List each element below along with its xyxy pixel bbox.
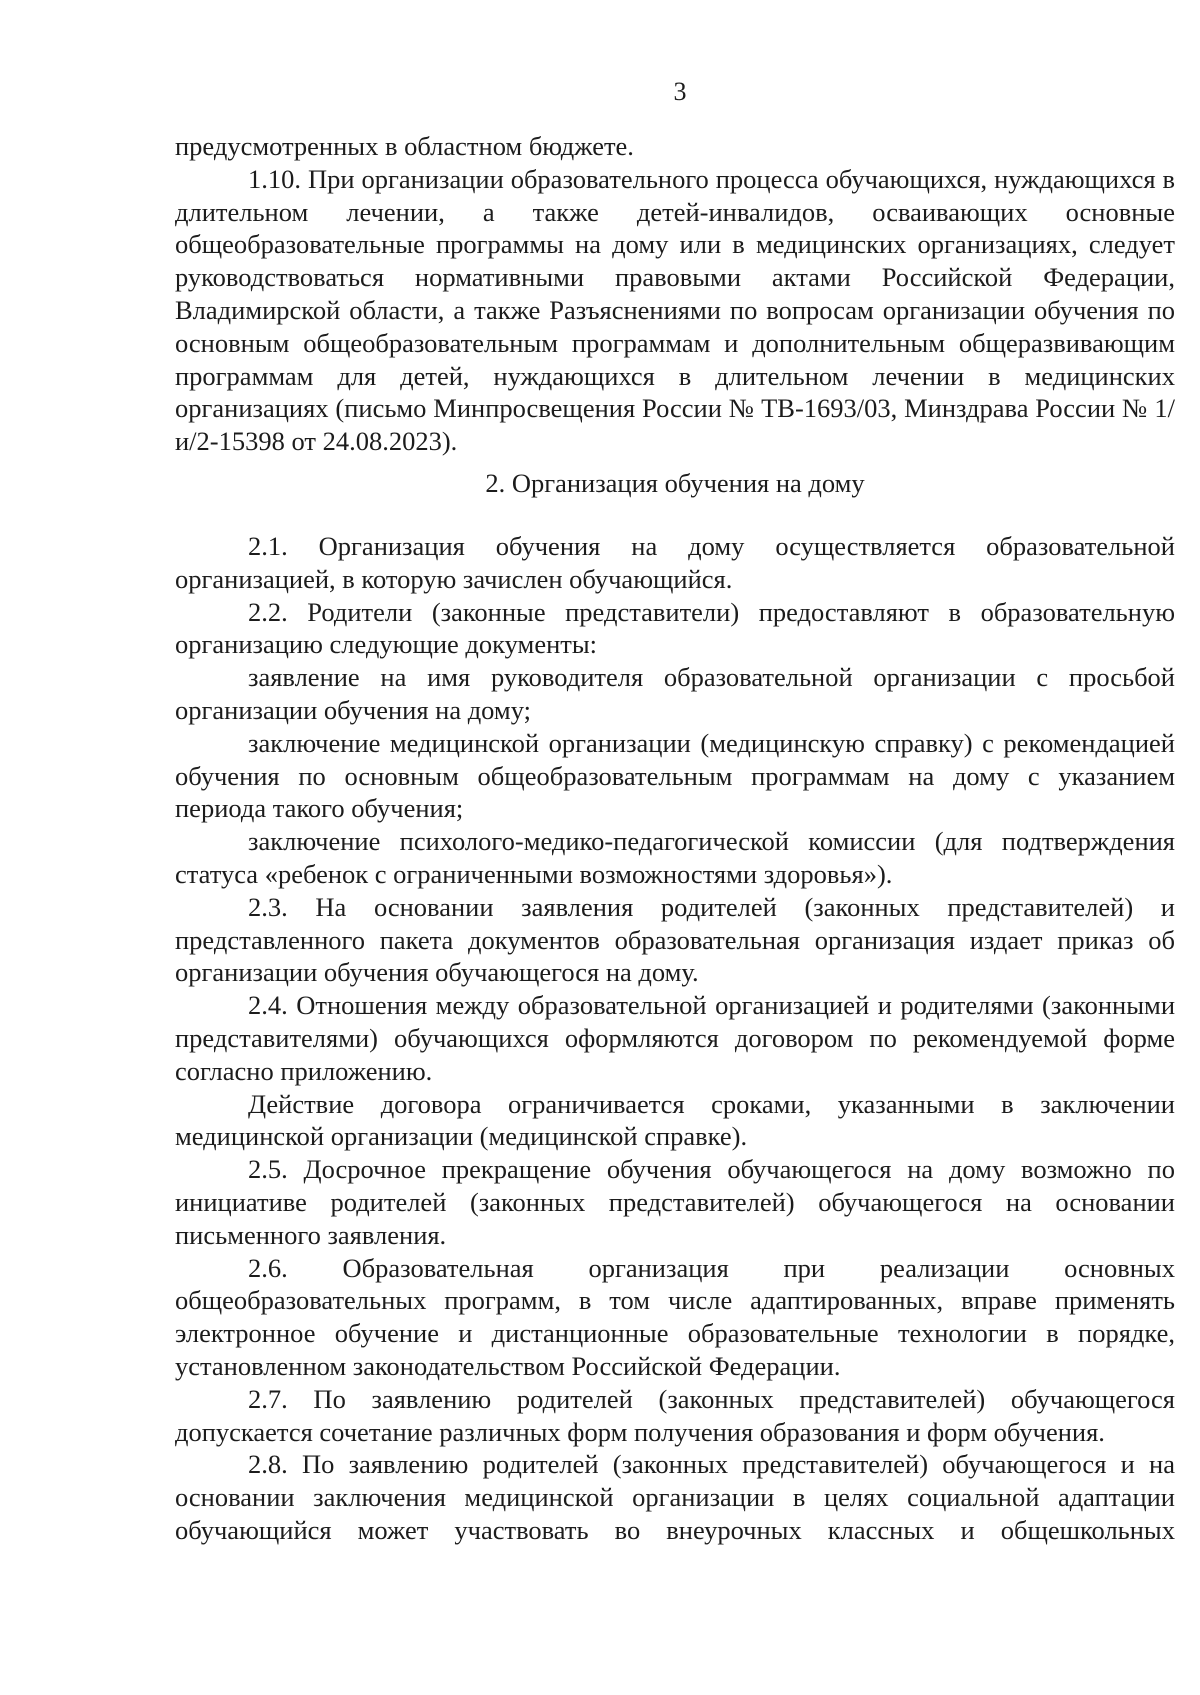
paragraph-2-2: 2.2. Родители (законные представители) предоставляют в образовательную организацию следующие документы:: [175, 596, 1175, 660]
text-block-section-2: [175, 530, 1175, 1547]
document-item-pmpk-conclusion: заключение психолого-медико-педагогической комиссии (для подтверждения статуса «ребенок с ограниченными возможностями здоровья»).: [175, 826, 1175, 889]
paragraph-1-10: 1.10. При организации образовательного процесса обучающихся, нуждающихся в длительном лечении, а также детей-инвалидов, осваивающих основные общеобразовательные программы на дому или в медицинских организациях, следует руководствоваться нормативными правовыми актами Российской Федерации, Владимирской области, а также Разъяснениями по вопросам организации обучения по основным общеобразовательным программам и дополнительным общеразвивающим программам для детей, нуждающихся в длительном лечении в медицинских организациях (письмо Минпросвещения России № ТВ-1693/03, Минздрава России № 1/и/2-15398 от 24.08.2023).: [175, 163, 1175, 457]
paragraph-2-4: 2.4. Отношения между образовательной организацией и родителями (законными представителями) обучающихся оформляются договором по рекомендуемой форме согласно приложению.: [175, 990, 1175, 1086]
text-block-top: [175, 130, 1175, 458]
page-number: 3: [673, 77, 687, 106]
paragraph-continuation: предусмотренных в областном бюджете.: [175, 131, 634, 161]
section-heading: 2. Организация обучения на дому: [485, 468, 865, 498]
paragraph-2-3: 2.3. На основании заявления родителей (законных представителей) и представленного пакета документов образовательная организация издает приказ об организации обучения обучающегося на дому.: [175, 891, 1175, 988]
paragraph-2-7: 2.7. По заявлению родителей (законных представителей) обучающегося допускается сочетание различных форм получения образования и форм обучения.: [175, 1383, 1175, 1447]
paragraph-2-5: 2.5. Досрочное прекращение обучения обучающегося на дому возможно по инициативе родителей (законных представителей) обучающегося на основании письменного заявления.: [175, 1154, 1175, 1250]
paragraph-2-8: 2.8. По заявлению родителей (законных представителей) обучающегося и на основании заключения медицинской организации в целях социальной адаптации обучающийся может участвовать во внеурочных классных и общешкольных: [175, 1449, 1175, 1545]
paragraph-2-1: 2.1. Организация обучения на дому осуществляется образовательной организацией, в которую зачислен обучающийся.: [175, 531, 1175, 594]
paragraph-2-4-contract-term: Действие договора ограничивается сроками, указанными в заключении медицинской организации (медицинской справке).: [175, 1088, 1175, 1152]
document-item-medical-conclusion: заключение медицинской организации (медицинскую справку) с рекомендацией обучения по основным общеобразовательным программам на дому с указанием периода такого обучения;: [175, 727, 1175, 824]
paragraph-2-6: 2.6. Образовательная организация при реализации основных общеобразовательных программ, в том числе адаптированных, вправе применять электронное обучение и дистанционные образовательные технологии в порядке, установленном законодательством Российской Федерации.: [175, 1252, 1175, 1381]
section-heading-block: [175, 467, 1175, 500]
document-item-application: заявление на имя руководителя образовательной организации с просьбой организации обучения на дому;: [175, 662, 1175, 725]
